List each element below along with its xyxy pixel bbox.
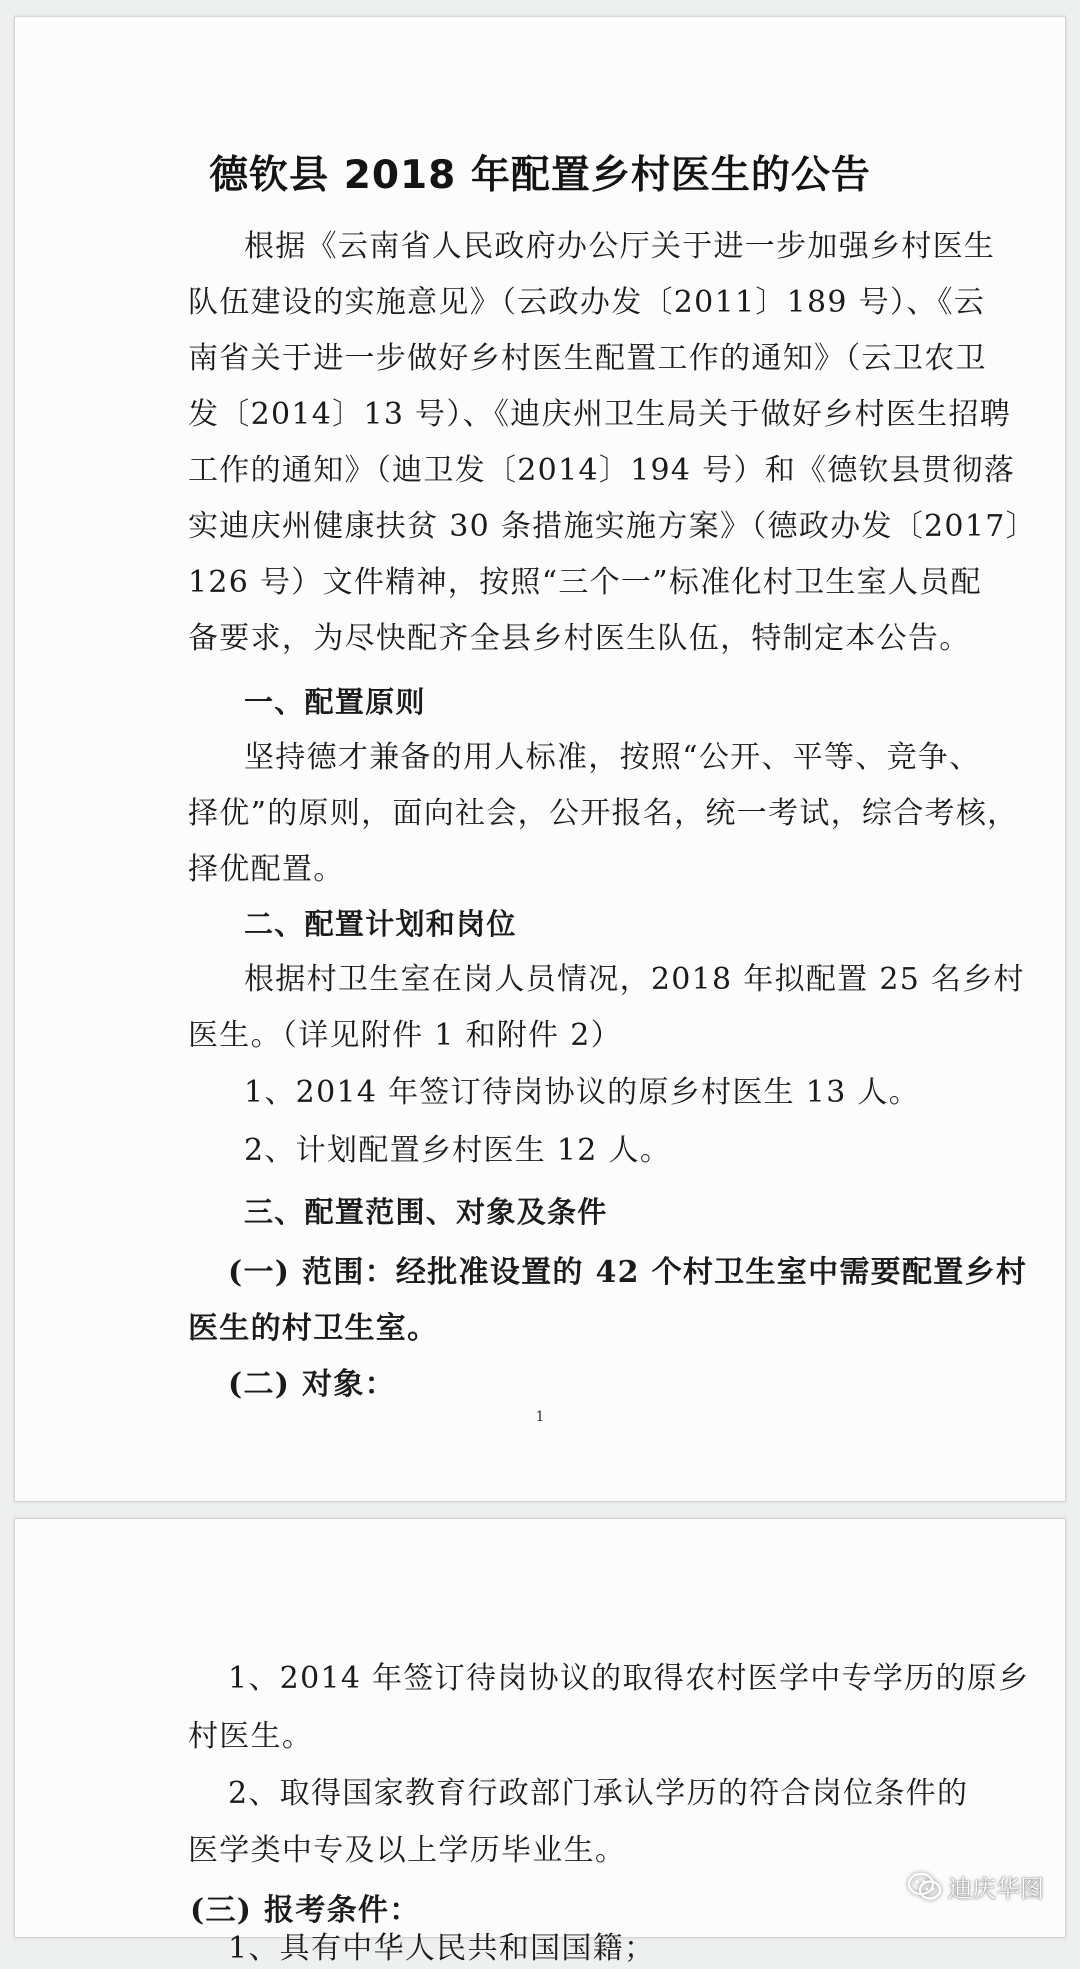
section-heading-principles: 一、配置原则 — [244, 685, 426, 719]
scope-line: 医生的村卫生室。 — [188, 1311, 439, 1346]
scope-line: (一) 范围：经批准设置的 42 个村卫生室中需要配置乡村 — [228, 1255, 1028, 1290]
principles-line: 择优配置。 — [188, 852, 345, 887]
wechat-icon — [908, 1872, 942, 1902]
conditions-line: 1、具有中华人民共和国国籍； — [228, 1931, 656, 1966]
intro-line: 南省关于进一步做好乡村医生配置工作的通知》（云卫农卫 — [188, 341, 987, 376]
intro-line: 实迪庆州健康扶贫 30 条措施实施方案》（德政办发〔2017〕 — [188, 509, 1037, 544]
principles-line: 坚持德才兼备的用人标准，按照“公开、平等、竞争、 — [244, 740, 981, 775]
watermark-text: 迪庆华图 — [948, 1875, 1044, 1903]
object-item-line: 2、取得国家教育行政部门承认学历的符合岗位条件的 — [228, 1776, 969, 1811]
principles-line: 择优”的原则，面向社会，公开报名，统一考试，综合考核， — [188, 796, 1019, 831]
object-item-line: 医学类中专及以上学历毕业生。 — [188, 1833, 627, 1868]
intro-line: 126 号）文件精神，按照“三个一”标准化村卫生室人员配 — [188, 565, 982, 600]
plan-line: 根据村卫生室在岗人员情况，2018 年拟配置 25 名乡村 — [244, 962, 1025, 997]
object-item-line: 1、2014 年签订待岗协议的取得农村医学中专学历的原乡 — [228, 1661, 1030, 1696]
intro-line: 队伍建设的实施意见》（云政办发〔2011〕189 号）、《云 — [188, 285, 986, 320]
document-page-1 — [14, 16, 1066, 1502]
intro-line: 备要求，为尽快配齐全县乡村医生队伍，特制定本公告。 — [188, 621, 971, 656]
conditions-heading: (三) 报考条件： — [190, 1893, 421, 1928]
intro-line: 工作的通知》（迪卫发〔2014〕194 号）和《德钦县贯彻落 — [188, 453, 1016, 488]
section-heading-plan: 二、配置计划和岗位 — [244, 907, 517, 941]
intro-line: 根据《云南省人民政府办公厅关于进一步加强乡村医生 — [244, 229, 996, 264]
page-number: 1 — [535, 1409, 545, 1425]
document-title: 德钦县 2018 年配置乡村医生的公告 — [209, 153, 871, 198]
intro-line: 发〔2014〕13 号）、《迪庆州卫生局关于做好乡村医生招聘 — [188, 397, 1012, 432]
plan-item: 2、计划配置乡村医生 12 人。 — [244, 1133, 672, 1168]
plan-item: 1、2014 年签订待岗协议的原乡村医生 13 人。 — [244, 1075, 921, 1110]
object-item-line: 村医生。 — [188, 1719, 314, 1754]
plan-line: 医生。（详见附件 1 和附件 2） — [188, 1018, 622, 1053]
object-heading: (二) 对象： — [228, 1367, 396, 1402]
watermark — [908, 1869, 1044, 1904]
section-heading-scope: 三、配置范围、对象及条件 — [244, 1195, 608, 1229]
